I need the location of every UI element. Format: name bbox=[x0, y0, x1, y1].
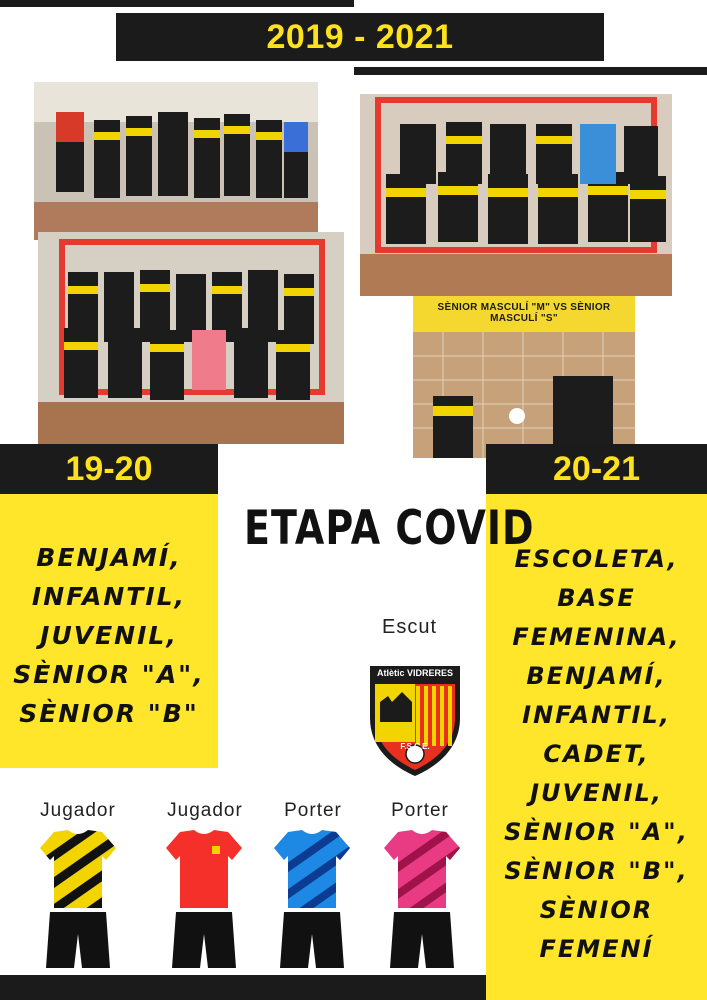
left-category: JUVENIL, bbox=[40, 621, 178, 650]
etapa-covid-heading: ETAPA COVID bbox=[244, 500, 535, 555]
kit-porter-pink bbox=[384, 830, 460, 970]
kit-label: Porter bbox=[391, 800, 449, 821]
team-photo-middle-left bbox=[38, 232, 344, 444]
right-category: INFANTIL, bbox=[522, 701, 671, 729]
kit-porter-blue bbox=[274, 830, 350, 970]
right-category: FEMENÍ bbox=[539, 935, 654, 963]
right-category: SÈNIOR "B", bbox=[504, 857, 689, 885]
left-panel bbox=[0, 494, 218, 768]
left-category: INFANTIL, bbox=[31, 582, 187, 611]
right-panel bbox=[486, 494, 707, 1000]
team-photo-top-right bbox=[360, 94, 672, 296]
right-year-label: 20-21 bbox=[486, 444, 707, 494]
right-category-list bbox=[486, 540, 707, 969]
right-category: FEMENINA, bbox=[512, 623, 681, 651]
escut-label: Escut bbox=[382, 616, 438, 638]
left-category: SÈNIOR "B" bbox=[19, 699, 199, 728]
right-category: JUVENIL, bbox=[530, 779, 663, 807]
kit-label: Jugador bbox=[40, 800, 116, 821]
bottom-bar bbox=[0, 975, 486, 1000]
team-photo-bottom-right bbox=[413, 296, 635, 458]
right-category: BASE bbox=[557, 584, 636, 612]
crest-top-text: Atlètic VIDRERES bbox=[376, 668, 454, 678]
right-category: BENJAMÍ, bbox=[526, 662, 667, 690]
photo-banner-text: SÈNIOR MASCULÍ "M" VS SÈNIOR MASCULÍ "S" bbox=[437, 302, 611, 324]
right-category: SÈNIOR bbox=[539, 896, 654, 924]
kit-label: Jugador bbox=[167, 800, 243, 821]
left-year-label: 19-20 bbox=[0, 444, 218, 494]
right-category: SÈNIOR "A", bbox=[504, 818, 689, 846]
page-title: 2019 - 2021 bbox=[116, 13, 604, 61]
kit-jugador-red bbox=[166, 830, 242, 970]
left-category: SÈNIOR "A", bbox=[13, 660, 205, 689]
right-category: CADET, bbox=[543, 740, 650, 768]
crest-bottom-text: F.S.C.E. bbox=[400, 742, 430, 751]
top-left-bar bbox=[0, 0, 354, 7]
top-right-bar bbox=[354, 67, 707, 75]
kit-label: Porter bbox=[284, 800, 342, 821]
left-category: BENJAMÍ, bbox=[36, 543, 182, 572]
left-category-list bbox=[0, 538, 218, 733]
club-crest bbox=[366, 662, 464, 778]
team-photo-top-left bbox=[34, 82, 318, 240]
kit-jugador-yellow bbox=[40, 830, 116, 970]
right-category: ESCOLETA, bbox=[514, 545, 679, 573]
